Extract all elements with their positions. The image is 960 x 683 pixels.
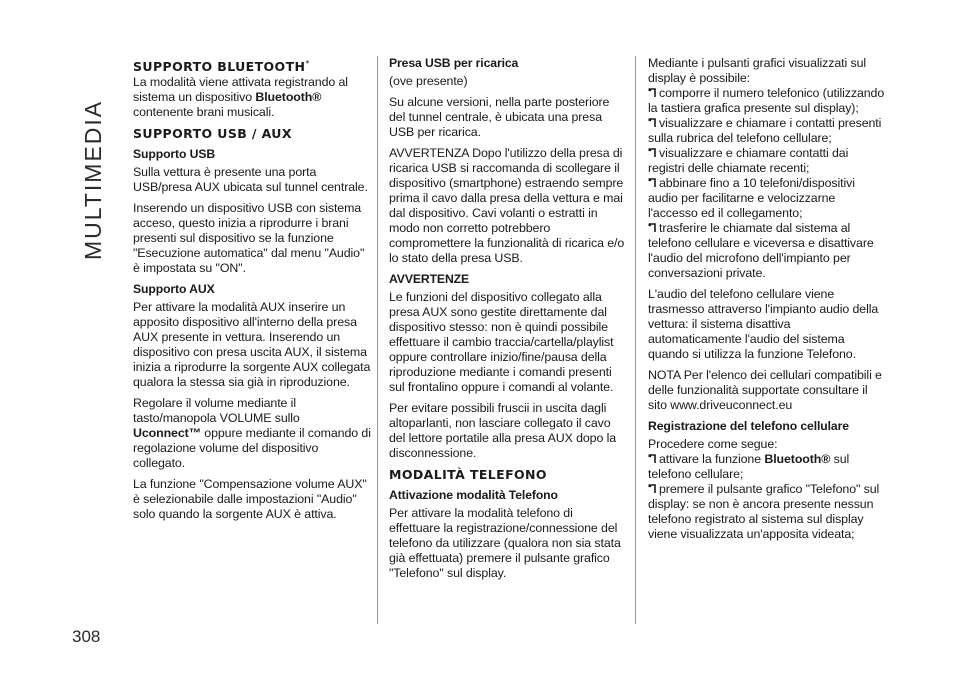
warnings-subheading: AVVERTENZE [389,272,470,286]
bluetooth-heading: SUPPORTO BLUETOOTH* [133,59,310,75]
column-3 [648,56,886,542]
usb-aux-heading: SUPPORTO USB / AUX [133,126,292,142]
usb-charge-paragraph-1: (ove presente) [389,74,468,88]
usb-subheading: Supporto USB [133,147,216,162]
registration-intro-paragraph: Procedere come segue: [648,437,778,451]
page-number: 308 [72,627,101,646]
phone-audio-paragraph: L'audio del telefono cellulare viene trasmesso attraverso l'impianto audio della vettura: il sistema disattiva automaticamente l'audio del sistema quando si utilizza la funzione Telefono. [648,287,879,361]
usb-charge-warning-paragraph: AVVERTENZA Dopo l'utilizzo della presa di ricarica USB si raccomanda di scollegare il dispositivo (smartphone) estraendo sempre prima il cavo dalla presa della vettura e mai dal dispositivo. Cavi volanti o estratti in modo non corretto potrebbero compromettere la funzionalità di ricarica e/o lo stato della presa USB. [389,146,625,265]
compatibility-note-paragraph: NOTA Per l'elenco dei cellulari compatibili e delle funzionalità supportate consultare il sito www.driveuconnect.eu [648,368,882,412]
phone-activation-subheading: Attivazione modalità Telefono [389,488,558,502]
warnings-paragraph-2: Per evitare possibili fruscii in uscita dagli altoparlanti, non lasciare collegato il cavo del lettore portatile alla presa AUX dopo la disconnessione. [389,401,617,460]
bluetooth-paragraph: La modalità viene attivata registrando al sistema un dispositivo Bluetooth® contenente brani musicali. [133,75,348,120]
bullet-square-icon [648,454,656,464]
column-2 [389,56,627,587]
aux-paragraph-3: La funzione "Compensazione volume AUX" è selezionabile dalle impostazioni "Audio" solo quando la sorgente AUX è attiva. [133,477,367,522]
phone-feature-list-item: abbinare fino a 10 telefoni/dispositivi audio per facilitarne e velocizzarne l'accesso ed il collegamento; [648,176,855,220]
bullet-square-icon [648,223,656,233]
bullet-square-icon [648,118,656,128]
phone-feature-list-item: visualizzare e chiamare i contatti presenti sulla rubrica del telefono cellulare; [648,116,882,145]
section-title-text: MULTIMEDIA [80,99,106,260]
phone-feature-list-item: visualizzare e chiamare contatti dai registri delle chiamate recenti; [648,146,849,175]
column-1 [133,56,371,528]
phone-mode-heading: MODALITÀ TELEFONO [389,467,547,482]
bullet-square-icon [648,178,656,188]
aux-subheading: Supporto AUX [133,282,215,297]
bluetooth-heading-asterisk: * [305,59,310,68]
bullet-square-icon [648,484,656,494]
phone-feature-list-item: comporre il numero telefonico (utilizzando la tastiera grafica presente sul display); [648,86,885,115]
bullet-square-icon [648,148,656,158]
registration-step-item: attivare la funzione Bluetooth® sul telefono cellulare; [648,452,850,481]
phone-feature-list-item: trasferire le chiamate dal sistema al telefono cellulare e viceversa e disattivare l'audio del microfono dell'impianto per conversazioni private. [648,221,874,280]
phone-activation-paragraph: Per attivare la modalità telefono di effettuare la registrazione/connessione del telefono da utilizzare (qualora non sia stata già effettuata) premere il pulsante grafico "Telefono" sul display. [389,506,621,580]
usb-paragraph-2: Inserendo un dispositivo USB con sistema acceso, questo inizia a riprodurre i brani presenti sul dispositivo se la funzione "Esecuzione automatica" dal menu "Audio" è impostata su "ON". [133,201,365,276]
aux-paragraph-2: Regolare il volume mediante il tasto/manopola VOLUME sullo Uconnect™ oppure mediante il comando di regolazione volume del dispositivo collegato. [133,396,371,471]
aux-paragraph-1: Per attivare la modalità AUX inserire un apposito dispositivo all'interno della presa AUX presente in vettura. Inserendo un dispositivo con presa uscita AUX, il sistema inizia a riprodurre la sorgente AUX collegata qualora la stessa sia già in riproduzione. [133,300,371,390]
usb-paragraph-1: Sulla vettura è presente una porta USB/presa AUX ubicata sul tunnel centrale. [133,165,368,195]
phone-intro-paragraph: Mediante i pulsanti grafici visualizzati sul display è possibile: [648,56,867,85]
column-divider-1 [377,56,378,624]
phone-registration-subheading: Registrazione del telefono cellulare [648,419,849,433]
section-title [78,60,118,260]
registration-step-item: premere il pulsante grafico "Telefono" sul display: se non è ancora presente nessun telefono registrato al sistema sul display viene visualizzata un'apposita videata; [648,482,880,541]
bullet-square-icon [648,88,656,98]
column-divider-2 [635,56,636,624]
usb-charge-paragraph-2: Su alcune versioni, nella parte posteriore del tunnel centrale, è ubicata una presa USB per ricarica. [389,95,610,139]
warnings-paragraph-1: Le funzioni del dispositivo collegato alla presa AUX sono gestite direttamente dal dispositivo stesso: non è quindi possibile effettuare il cambio traccia/cartella/playlist oppure controllare inizio/fine/pausa della riproduzione mediante i comandi presenti sul frontalino oppure i comandi al volante. [389,290,614,394]
usb-charge-subheading: Presa USB per ricarica [389,56,519,70]
